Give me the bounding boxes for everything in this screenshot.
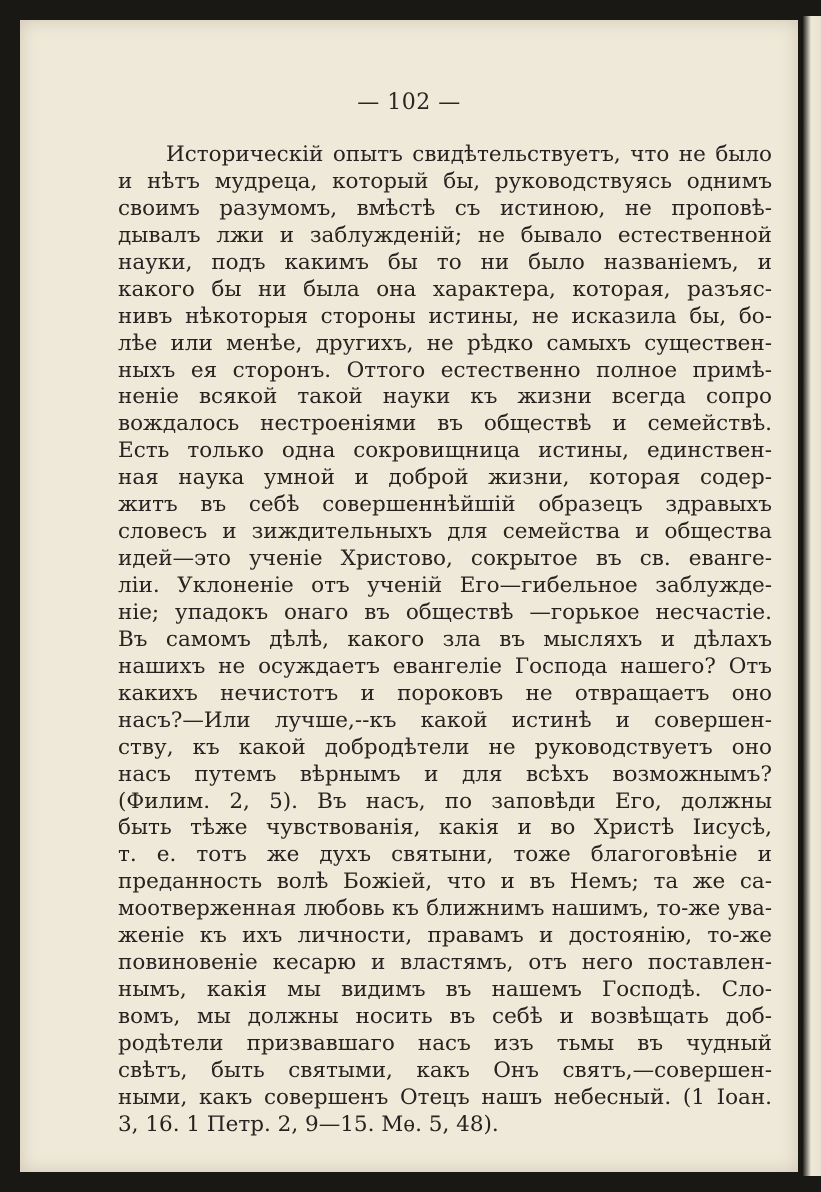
text-line: преданность волѣ Божіей, что и въ Немъ; та же са- xyxy=(118,869,772,895)
text-line: родѣтели призвавшаго насъ изъ тьмы въ чудный xyxy=(118,1030,772,1056)
text-line: лѣе или менѣе, другихъ, не рѣдко самыхъ существен- xyxy=(118,330,772,356)
text-line: нашихъ не осуждаетъ евангеліе Господа нашего? Отъ xyxy=(118,653,772,679)
text-line: т. е. тотъ же духъ святыни, тоже благоговѣніе и xyxy=(118,842,772,868)
text-line: нымъ, какія мы видимъ въ нашемъ Господѣ. Сло- xyxy=(118,977,772,1003)
text-line: 3, 16. 1 Петр. 2, 9—15. Мѳ. 5, 48). xyxy=(118,1111,499,1137)
text-line: вождалось нестроеніями въ обществѣ и семействѣ. xyxy=(118,411,772,437)
text-line: идей—это ученіе Христово, сокрытое въ св. еванге- xyxy=(118,546,772,572)
text-line: женіе къ ихъ личности, правамъ и достоянію, то-же xyxy=(118,923,772,949)
text-line: ными, какъ совершенъ Отецъ нашъ небесный. (1 Іоан. xyxy=(118,1084,772,1110)
text-line: ныхъ ея сторонъ. Оттого естественно полное примѣ- xyxy=(118,357,772,383)
text-line: своимъ разумомъ, вмѣстѣ съ истиною, не проповѣ- xyxy=(118,195,772,221)
text-line: быть тѣже чувствованія, какія и во Христѣ Іисусѣ, xyxy=(118,815,772,841)
text-line: (Филим. 2, 5). Въ насъ, по заповѣди Его, должны xyxy=(118,788,772,814)
text-line: ству, къ какой добродѣтели не руководствуетъ оно xyxy=(118,734,772,760)
text-line: Есть только одна сокровищница истины, единствен- xyxy=(118,438,772,464)
text-line: ліи. Уклоненіе отъ ученій Его—гибельное заблужде- xyxy=(118,573,772,598)
text-line: насъ?—Или лучше,--къ какой истинѣ и совершен- xyxy=(118,707,772,733)
text-line: свѣтъ, быть святыми, какъ Онъ святъ,—совершен- xyxy=(118,1057,772,1083)
text-line: повиновеніе кесарю и властямъ, отъ него поставлен- xyxy=(118,950,772,976)
text-line: какого бы ни была она характера, которая, разъяс- xyxy=(118,276,772,302)
text-line: неніе всякой такой науки къ жизни всегда сопро xyxy=(118,384,772,410)
book-page xyxy=(20,20,798,1172)
page-number: — 102 — xyxy=(357,90,461,115)
text-line: Въ самомъ дѣлѣ, какого зла въ мысляхъ и дѣлахъ xyxy=(118,626,772,652)
text-line: насъ путемъ вѣрнымъ и для всѣхъ возможнымъ? xyxy=(118,761,772,787)
text-line: житъ въ себѣ совершеннѣйшій образецъ здравыхъ xyxy=(118,492,772,518)
text-line: Историческій опытъ свидѣтельствуетъ, что не было xyxy=(166,142,772,167)
text-line: словесъ и зиждительныхъ для семейства и общества xyxy=(118,519,772,545)
text-line: какихъ нечистотъ и пороковъ не отвращаетъ оно xyxy=(118,680,772,706)
text-line: ная наука умной и доброй жизни, которая содер- xyxy=(118,465,772,491)
text-line: нивъ нѣкоторыя стороны истины, не исказила бы, бо- xyxy=(118,303,772,329)
text-line: ніе; упадокъ онаго въ обществѣ —горькое несчастіе. xyxy=(118,599,772,625)
body-text xyxy=(118,142,772,1139)
next-page-edge xyxy=(803,16,821,1176)
text-line: моотверженная любовь къ ближнимъ нашимъ, то-же ува- xyxy=(118,896,772,922)
text-line: вомъ, мы должны носить въ себѣ и возвѣщать доб- xyxy=(118,1004,772,1029)
text-line: дывалъ лжи и заблужденій; не бывало естественной xyxy=(118,222,772,248)
text-line: науки, подъ какимъ бы то ни было названіемъ, и xyxy=(118,249,772,275)
text-line: и нѣтъ мудреца, который бы, руководствуясь однимъ xyxy=(118,168,772,194)
